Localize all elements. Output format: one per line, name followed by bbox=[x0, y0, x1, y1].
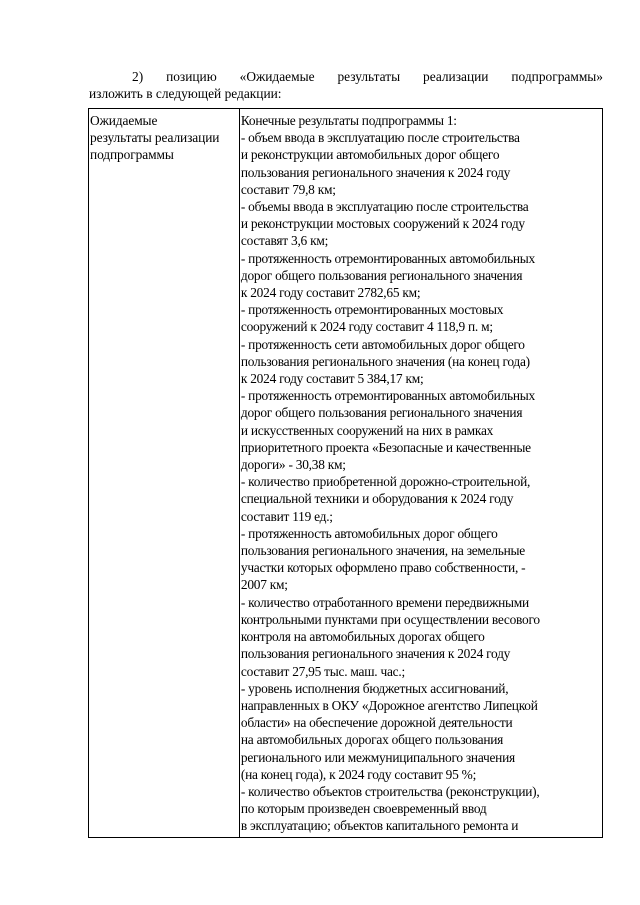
content-line: - протяженность сети автомобильных дорог общего bbox=[240, 336, 525, 352]
content-line: пользования регионального значения к 2024 году bbox=[240, 164, 511, 180]
content-line: контроля на автомобильных дорогах общего bbox=[240, 629, 485, 645]
content-line: дорог общего пользования регионального значения bbox=[240, 267, 523, 283]
content-line: сооружений к 2024 году составит 4 118,9 п. м; bbox=[240, 319, 493, 335]
content-line: участки которых оформлено право собственности, - bbox=[240, 560, 526, 576]
content-line: области» на обеспечение дорожной деятельности bbox=[240, 715, 513, 731]
content-line: и реконструкции автомобильных дорог общего bbox=[240, 147, 500, 163]
content-line: - объемы ввода в эксплуатацию после строительства bbox=[240, 199, 529, 215]
content-line: дороги» - 30,38 км; bbox=[240, 457, 346, 473]
content-line: дорог общего пользования регионального значения bbox=[240, 405, 523, 421]
content-line: по которым произведен своевременный ввод bbox=[240, 801, 487, 817]
intro-paragraph bbox=[89, 68, 603, 102]
content-line: 2007 км; bbox=[240, 577, 288, 593]
content-line: составит 79,8 км; bbox=[240, 181, 336, 197]
content-line: контрольными пунктами при осуществлении весового bbox=[240, 611, 540, 627]
content-line: (на конец года), к 2024 году составит 95 %; bbox=[240, 766, 477, 782]
content-line: - протяженность отремонтированных автомобильных bbox=[240, 250, 535, 266]
label-line: Ожидаемые bbox=[90, 113, 158, 128]
content-line: специальной техники и оборудования к 2024 году bbox=[240, 491, 514, 507]
content-line: - протяженность отремонтированных мостовых bbox=[240, 302, 504, 318]
content-line: и реконструкции мостовых сооружений к 2024 году bbox=[240, 216, 525, 232]
content-line: составят 3,6 км; bbox=[240, 233, 329, 249]
content-line: к 2024 году составит 5 384,17 км; bbox=[240, 371, 424, 387]
intro-line-1: 2) позицию «Ожидаемые результаты реализации подпрограммы» bbox=[132, 69, 603, 84]
label-line: результаты реализации bbox=[90, 130, 220, 146]
content-line: - объем ввода в эксплуатацию после строительства bbox=[240, 130, 520, 146]
content-line: - количество отработанного времени передвижными bbox=[240, 594, 529, 610]
content-line: составит 27,95 тыс. маш. час.; bbox=[240, 663, 405, 679]
content-line: на автомобильных дорогах общего пользования bbox=[240, 732, 504, 748]
content-line: регионального или межмуниципального значения bbox=[240, 749, 515, 765]
content-line: - протяженность автомобильных дорог общего bbox=[240, 525, 498, 541]
content-line: в эксплуатацию; объектов капитального ремонта и bbox=[240, 818, 519, 834]
content-line: Конечные результаты подпрограммы 1: bbox=[240, 113, 457, 128]
content-line: - количество объектов строительства (реконструкции), bbox=[240, 783, 540, 799]
table-row bbox=[89, 109, 603, 838]
content-cell bbox=[239, 109, 602, 838]
subprogram-table bbox=[88, 108, 603, 838]
content-line: составит 119 ед.; bbox=[240, 508, 333, 524]
content-line: направленных в ОКУ «Дорожное агентство Липецкой bbox=[240, 697, 538, 713]
label-cell bbox=[89, 109, 240, 838]
content-line: пользования регионального значения (на конец года) bbox=[240, 353, 530, 369]
content-line: приоритетного проекта «Безопасные и качественные bbox=[240, 439, 531, 455]
content-line: - протяженность отремонтированных автомобильных bbox=[240, 388, 535, 404]
content-line: - уровень исполнения бюджетных ассигнований, bbox=[240, 680, 509, 696]
content-line: - количество приобретенной дорожно-строительной, bbox=[240, 474, 531, 490]
content-line: пользования регионального значения к 2024 году bbox=[240, 646, 511, 662]
content-line: к 2024 году составит 2782,65 км; bbox=[240, 285, 421, 301]
intro-line-2: изложить в следующей редакции: bbox=[89, 86, 282, 101]
content-line: пользования регионального значения, на земельные bbox=[240, 543, 525, 559]
content-line: и искусственных сооружений на них в рамках bbox=[240, 422, 494, 438]
label-line: подпрограммы bbox=[90, 147, 174, 163]
